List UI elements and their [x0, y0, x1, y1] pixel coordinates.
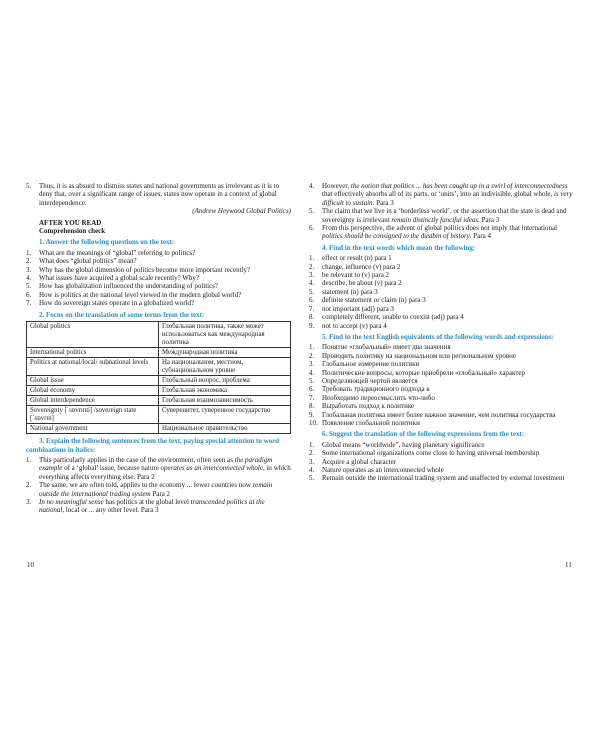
item-text — [322, 224, 575, 241]
item-text: Выработать подход к политике — [322, 402, 415, 411]
list-item — [309, 458, 575, 466]
item-text: How has globalization influenced the understanding of politics? — [39, 282, 219, 291]
item-number: 1. — [309, 254, 315, 263]
list-item — [26, 291, 291, 299]
comprehension-check-heading: Comprehension check — [39, 227, 106, 236]
item-text: change, influence (v) para 2 — [322, 262, 401, 271]
item-number: 5. — [309, 376, 315, 385]
text-run: . Para 3 — [372, 198, 394, 207]
section-6-list — [309, 441, 575, 483]
text-run: However, — [322, 182, 351, 190]
term-en: National government — [27, 424, 159, 434]
text-run: that effectively absorbs all of its parts, or ‘units’, into an indivisible, global whole, — [322, 190, 554, 199]
table-row — [27, 376, 291, 386]
paragraph-5 — [309, 207, 575, 224]
item-number: 5. — [26, 282, 32, 291]
item-number: 3. — [309, 457, 315, 466]
section-6-title: 6. Suggest the translation of the following expressions from the text: — [322, 430, 525, 439]
text-run: . Para 3 — [478, 215, 500, 224]
term-en: Global economy — [27, 386, 159, 396]
term-en: International politics — [27, 348, 159, 358]
term-en: Global politics — [27, 322, 159, 348]
item-number: 5. — [309, 287, 315, 296]
italic-phrase: remain distinctly fanciful ideas — [391, 215, 479, 224]
list-item — [26, 249, 291, 257]
item-number: 7. — [309, 393, 315, 402]
list-item — [309, 377, 575, 385]
item-text: Политические вопросы, которые приобрели «глобальный» характер — [322, 368, 526, 377]
list-item — [309, 305, 575, 313]
list-item — [26, 257, 291, 265]
list-item — [26, 266, 291, 274]
item-text: What does “global politics” mean? — [39, 257, 137, 266]
item-text: Требовать традиционного подхода к — [322, 385, 430, 394]
after-you-read-heading: AFTER YOU READ — [39, 218, 102, 227]
italic-phrase: In no meaningful sense — [39, 497, 104, 506]
item-text: Проводить политику на национальном или региональном уровне — [322, 351, 517, 360]
item-number: 1. — [309, 343, 315, 352]
term-en: Global interdependence — [27, 396, 159, 406]
item-number: 10. — [309, 418, 318, 427]
paragraph-5 — [26, 182, 291, 207]
list-item — [309, 313, 575, 321]
list-item — [309, 352, 575, 360]
section-1-list — [26, 249, 291, 308]
item-number: 4. — [309, 466, 315, 474]
item-number: 9. — [309, 410, 315, 419]
left-page — [26, 182, 291, 515]
item-number: 4. — [309, 182, 315, 190]
item-text — [39, 456, 291, 481]
item-number: 1. — [26, 248, 32, 257]
text-run: , local or ... any other level. Para 3 — [62, 506, 159, 515]
table-row — [27, 322, 291, 348]
item-number: 4. — [26, 274, 32, 283]
list-item — [309, 296, 575, 304]
item-text: Some international organizations come close to having universal membership — [322, 449, 540, 458]
item-text: describe, be about (v) para 2 — [322, 279, 402, 288]
table-row — [27, 424, 291, 434]
text-run: The claim that we live in a ‘borderless world’, or the assertion that the state is dead and sovereignty is irrelevant — [322, 207, 567, 224]
text-run: This particularly applies in the case of the environment, often seen as — [39, 455, 235, 464]
term-ru: На национальном, местном, субнациональном уровне — [159, 358, 291, 376]
item-text: What are the meanings of “global” referring to politics? — [39, 248, 196, 257]
item-text: completely different, unable to coexist (adj) para 4 — [322, 313, 464, 322]
table-row — [27, 396, 291, 406]
section-5-title: 5. Find in the text English equivalents of the following words and expressions: — [322, 332, 554, 341]
item-number: 6. — [26, 290, 32, 299]
table-row — [27, 358, 291, 376]
italic-phrase: transcended politics at the national — [39, 497, 265, 515]
term-en: Global issue — [27, 376, 159, 386]
text-run: , in which everything affects everything else. Para 2 — [39, 464, 291, 481]
text-run: From this perspective, the advent of global politics does not imply that international — [322, 224, 558, 233]
term-en: Sovereignty [ˈsɒvrɪnti] /sovereign state [ˈsɒvrɪn] — [27, 406, 159, 424]
item-text: Определяющей чертой является — [322, 376, 418, 385]
list-item — [309, 385, 575, 393]
item-number: 5. — [309, 207, 315, 216]
list-item — [309, 322, 575, 330]
term-ru: Глобальная взаимозависимость — [159, 396, 291, 406]
item-text: definite statement or claim (n) para 3 — [322, 296, 426, 305]
item-text: be relevant to (v) para 2 — [322, 271, 390, 280]
italic-phrase: politics should be consigned to the dustbin of history — [322, 232, 470, 241]
item-number: 7. — [26, 299, 32, 308]
text-run: of a ‘global’ issue, because nature — [62, 464, 161, 473]
term-ru: Национальное правительство — [159, 424, 291, 434]
term-ru: Суверенитет, суверенное государство — [159, 406, 291, 424]
item-text: Глобальная политика имеет более важное значение, чем политика государства — [322, 410, 556, 419]
term-ru: Глобальная политика, также может использоваться как международная политика — [159, 322, 291, 348]
italic-phrase: operates as an interconnected whole — [160, 464, 263, 473]
page-number-left: 10 — [27, 561, 34, 569]
item-number: 1. — [26, 455, 32, 464]
list-item — [309, 263, 575, 271]
item-number: 2. — [309, 351, 315, 360]
item-text: Thus, it is as absurd to dismiss states and national governments as irrelevant as it is to deny that, over a significant range of issues, states now operate in a context of global interdependence. — [39, 182, 280, 207]
list-item — [26, 456, 291, 481]
table-row — [27, 406, 291, 424]
list-item — [309, 360, 575, 368]
item-number: 8. — [309, 402, 315, 411]
paragraph-6 — [309, 224, 575, 241]
list-item — [309, 288, 575, 296]
page-number-right: 11 — [565, 561, 572, 569]
list-item — [309, 271, 575, 279]
item-number: 2. — [26, 257, 32, 266]
section-3-title: 3. Explain the following sentences from the text, paying special attention to word combinations in italics: — [26, 437, 280, 454]
text-run: has politics at the global level — [103, 497, 191, 506]
list-item — [309, 474, 575, 482]
item-text: Понятие «глобальный» имеет два значения — [322, 343, 451, 352]
item-text: not important (adj) para 3 — [322, 304, 394, 313]
list-item — [309, 419, 575, 427]
item-text: not to accept (v) para 4 — [322, 321, 387, 330]
list-item — [26, 299, 291, 307]
list-item — [309, 394, 575, 402]
section-1-title: 1. Answer the following questions on the text: — [39, 238, 175, 247]
list-item — [309, 369, 575, 377]
list-item — [309, 343, 575, 351]
table-row — [27, 386, 291, 396]
list-item — [309, 466, 575, 474]
item-number: 8. — [309, 313, 315, 322]
item-number: 5. — [26, 182, 32, 190]
item-text: Acquire a global character — [322, 457, 397, 466]
item-text: Remain outside the international trading system and unaffected by external investment — [322, 474, 565, 483]
item-text: How is politics at the national level viewed in the modern global world? — [39, 290, 242, 299]
item-number: 4. — [309, 279, 315, 288]
text-run: . Para 4 — [469, 232, 491, 241]
item-text — [39, 498, 291, 515]
term-ru: Глобальный вопрос, проблема — [159, 376, 291, 386]
item-number: 2. — [26, 481, 32, 490]
list-item — [309, 279, 575, 287]
item-text — [39, 481, 291, 498]
list-item — [26, 282, 291, 290]
item-text — [322, 182, 575, 207]
item-number: 3. — [26, 497, 32, 506]
italic-phrase: the paradigm example — [39, 455, 273, 473]
list-item — [309, 411, 575, 419]
term-ru: Глобальная экономика — [159, 386, 291, 396]
section-4-list — [309, 254, 575, 330]
quote-attribution: (Andrew Heywood Global Politics) — [192, 207, 291, 216]
list-item — [309, 441, 575, 449]
right-page — [309, 182, 575, 483]
table-row — [27, 348, 291, 358]
italic-phrase: remain outside the international trading system — [39, 481, 273, 498]
item-number: 4. — [309, 368, 315, 377]
item-number: 3. — [309, 360, 315, 369]
item-text — [322, 207, 575, 224]
item-text: Появление глобальной политики — [322, 418, 420, 427]
term-ru: Международная политика — [159, 348, 291, 358]
item-number: 6. — [309, 385, 315, 394]
list-item — [309, 402, 575, 410]
item-number: 6. — [309, 224, 315, 233]
section-2-title: 2. Focus on the translation of some terms from the text: — [39, 310, 205, 319]
list-item — [26, 498, 291, 515]
section-5-list — [309, 343, 575, 427]
list-item — [309, 254, 575, 262]
item-text: What issues have acquired a global scale recently? Why? — [39, 274, 200, 283]
terms-table — [26, 321, 291, 434]
text-run: Para 2 — [150, 489, 171, 498]
item-number: 9. — [309, 321, 315, 330]
item-number: 3. — [309, 271, 315, 280]
item-number: 5. — [309, 474, 315, 483]
item-text: statement (n) para 3 — [322, 287, 378, 296]
list-item — [309, 449, 575, 457]
item-text: Глобальное измерение политики — [322, 360, 420, 369]
item-text: Nature operates as an interconnected whole — [322, 466, 444, 474]
item-number: 2. — [309, 449, 315, 458]
text-run: The same, we are often told, applies to the economy ... fewer countries now — [39, 481, 253, 490]
item-text: Необходимо переосмыслить что-либо — [322, 393, 435, 402]
section-4-title: 4. Find in the text words which mean the following: — [322, 243, 476, 252]
item-number: 1. — [309, 440, 315, 449]
item-number: 3. — [26, 265, 32, 274]
item-number: 2. — [309, 262, 315, 271]
item-text: Global means “worldwide”, having planetary significance — [322, 440, 485, 449]
paragraph-4 — [309, 182, 575, 207]
term-en: Politics at national/local/ subnational levels — [27, 358, 159, 376]
list-item — [26, 274, 291, 282]
italic-phrase: the notion that politics ... has been caught up in a swirl of interconnectedness — [350, 182, 568, 190]
list-item — [26, 481, 291, 498]
item-number: 7. — [309, 304, 315, 313]
italic-phrase: is very difficult to sustain — [322, 190, 573, 207]
item-text: effect or result (n) para 1 — [322, 254, 392, 263]
item-text: Why has the global dimension of politics become more important recently? — [39, 265, 251, 274]
item-number: 6. — [309, 296, 315, 305]
item-text: How do sovereign states operate in a globalized world? — [39, 299, 195, 308]
